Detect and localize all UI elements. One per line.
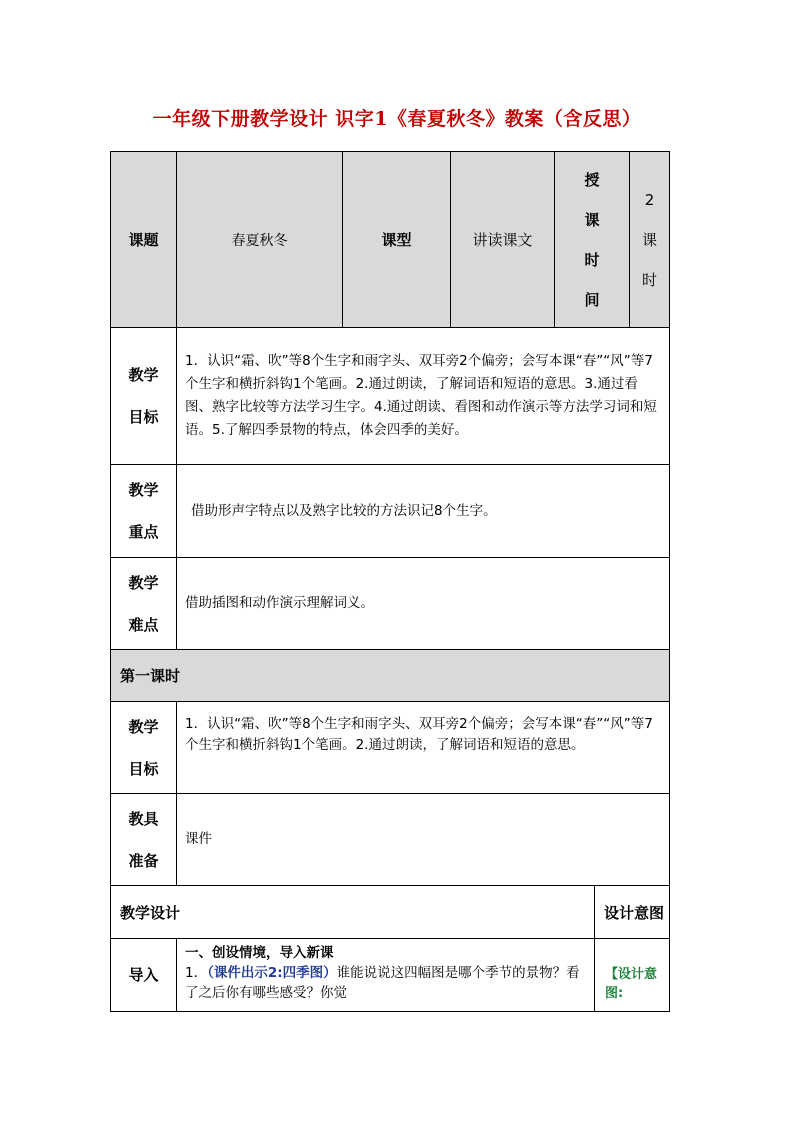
time-value-char: 课 — [642, 230, 658, 249]
design-label: 教学设计 — [111, 886, 595, 939]
intro-prefix: 1． — [185, 965, 208, 981]
first-lesson-objectives-row — [111, 702, 670, 794]
time-label-char: 间 — [584, 290, 600, 309]
tools-row — [111, 794, 670, 886]
objectives-row — [111, 328, 670, 465]
type-value: 讲读课文 — [451, 152, 555, 328]
design-header-row — [111, 886, 670, 939]
intro-paragraph — [185, 963, 586, 1003]
tools-label: 教具 准备 — [111, 794, 177, 886]
first-lesson-objectives-label: 教学 目标 — [111, 702, 177, 794]
difficulties-text: 借助插图和动作演示理解词义。 — [177, 558, 670, 650]
time-label — [555, 152, 630, 328]
first-lesson-objectives-text: 1．认识“霜、吹”等8个生字和雨字头、双耳旁2个偏旁；会写本课“春”“风”等7个生字和横折斜钩1个笔画。2.通过朗读，了解词语和短语的意思。 — [177, 702, 670, 794]
intro-text: 谁能说说这四幅图是哪个季节的景物？看了之后你有哪些感受？你觉 — [185, 965, 580, 1001]
time-value-char: 2 — [644, 190, 655, 209]
key-points-text: 借助形声字特点以及熟字比较的方法识记8个生字。 — [177, 465, 670, 558]
intent-text: 【设计意图: — [605, 967, 658, 1001]
time-label-char: 课 — [584, 210, 600, 229]
first-lesson-row — [111, 650, 670, 702]
topic-label: 课题 — [111, 152, 177, 328]
intro-highlight: （课件出示2:四季图） — [207, 965, 337, 981]
time-value — [630, 152, 670, 328]
time-label-char: 时 — [584, 250, 600, 269]
intro-row — [111, 939, 670, 1012]
intent-content — [595, 939, 670, 1012]
intro-label: 导入 — [111, 939, 177, 1012]
intent-label: 设计意图 — [595, 886, 670, 939]
difficulties-row — [111, 558, 670, 650]
key-points-label: 教学 重点 — [111, 465, 177, 558]
first-lesson-label: 第一课时 — [111, 650, 670, 702]
time-label-char: 授 — [584, 170, 600, 189]
objectives-label: 教学 目标 — [111, 328, 177, 465]
lesson-plan-table — [110, 151, 670, 1012]
objectives-text: 1．认识“霜、吹”等8个生字和雨字头、双耳旁2个偏旁；会写本课“春”“风”等7个生字和横折斜钩1个笔画。2.通过朗读，了解词语和短语的意思。3.通过看图、熟字比较等方法学习生字。4.通过朗读、看图和动作演示等方法学习词和短语。5.了解四季景物的特点，体会四季的美好。 — [177, 328, 670, 465]
header-row — [111, 152, 670, 328]
intro-content — [177, 939, 595, 1012]
key-points-row — [111, 465, 670, 558]
document-title: 一年级下册教学设计 识字1《春夏秋冬》教案（含反思） — [152, 108, 642, 130]
difficulties-label: 教学 难点 — [111, 558, 177, 650]
time-value-char: 时 — [642, 270, 658, 289]
intro-heading: 一、创设情境，导入新课 — [185, 945, 334, 961]
tools-text: 课件 — [177, 794, 670, 886]
type-label: 课型 — [343, 152, 451, 328]
topic-value: 春夏秋冬 — [177, 152, 343, 328]
